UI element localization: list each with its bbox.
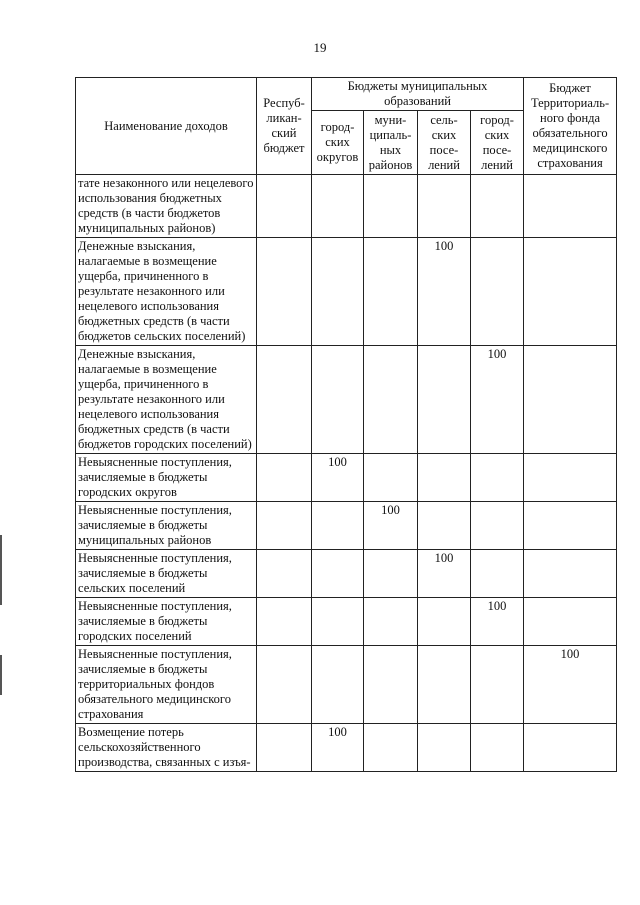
- percent-cell: [312, 550, 364, 598]
- table-row: [76, 646, 617, 724]
- revenue-name-cell: Возмещение потерь сельскохозяйственного производства, связанных с изъя-: [76, 724, 257, 772]
- percent-cell: [257, 724, 312, 772]
- header-city-districts: город- ских округов: [312, 111, 364, 175]
- percent-cell: [364, 454, 418, 502]
- percent-cell: [418, 175, 471, 238]
- percent-cell: [418, 454, 471, 502]
- revenue-name-cell: Невыясненные поступления, зачисляемые в бюджеты городских округов: [76, 454, 257, 502]
- header-municipal-budgets: Бюджеты муниципальных образований: [312, 78, 524, 111]
- percent-cell: [524, 598, 617, 646]
- percent-cell: [524, 502, 617, 550]
- percent-cell: 100: [524, 646, 617, 724]
- table-row: [76, 550, 617, 598]
- percent-cell: 100: [471, 598, 524, 646]
- percent-cell: [312, 175, 364, 238]
- percent-cell: [524, 550, 617, 598]
- header-revenue-name: Наименование доходов: [76, 78, 257, 175]
- scan-edge-mark: [0, 535, 2, 605]
- percent-cell: [471, 550, 524, 598]
- percent-cell: [364, 598, 418, 646]
- table-row: [76, 346, 617, 454]
- percent-cell: [471, 454, 524, 502]
- percent-cell: [312, 502, 364, 550]
- header-rural-settlements: сель- ских посе- лений: [418, 111, 471, 175]
- percent-cell: [364, 346, 418, 454]
- percent-cell: [257, 550, 312, 598]
- header-municipal-districts: муни- ципаль- ных районов: [364, 111, 418, 175]
- table-row: [76, 502, 617, 550]
- revenue-name-cell: тате незаконного или нецелевого использования бюджетных средств (в части бюджетов муниципальных районов): [76, 175, 257, 238]
- percent-cell: [471, 238, 524, 346]
- percent-cell: [524, 454, 617, 502]
- percent-cell: [364, 175, 418, 238]
- percent-cell: [312, 646, 364, 724]
- table-row: [76, 724, 617, 772]
- percent-cell: [257, 646, 312, 724]
- revenue-name-cell: Денежные взыскания, налагаемые в возмещение ущерба, причиненного в результате незаконного или нецелевого использования бюджетных средств (в части бюджетов сельских поселений): [76, 238, 257, 346]
- percent-cell: [418, 724, 471, 772]
- header-republican-budget: Респуб- ликан- ский бюджет: [257, 78, 312, 175]
- percent-cell: [471, 502, 524, 550]
- percent-cell: 100: [364, 502, 418, 550]
- table-row: [76, 598, 617, 646]
- percent-cell: [312, 238, 364, 346]
- percent-cell: [524, 175, 617, 238]
- percent-cell: [471, 175, 524, 238]
- table-row: [76, 238, 617, 346]
- revenue-name-cell: Невыясненные поступления, зачисляемые в бюджеты сельских поселений: [76, 550, 257, 598]
- percent-cell: [471, 646, 524, 724]
- percent-cell: [418, 598, 471, 646]
- revenue-name-cell: Денежные взыскания, налагаемые в возмещение ущерба, причиненного в результате незаконного или нецелевого использования бюджетных средств (в части бюджетов городских поселений): [76, 346, 257, 454]
- percent-cell: 100: [418, 550, 471, 598]
- percent-cell: [364, 550, 418, 598]
- percent-cell: [418, 646, 471, 724]
- percent-cell: 100: [418, 238, 471, 346]
- percent-cell: [524, 238, 617, 346]
- scan-edge-mark: [0, 655, 2, 695]
- percent-cell: [257, 175, 312, 238]
- header-territorial-fund: Бюджет Территориаль- ного фонда обязательного медицинского страхования: [524, 78, 617, 175]
- percent-cell: 100: [312, 454, 364, 502]
- percent-cell: [257, 598, 312, 646]
- percent-cell: [257, 454, 312, 502]
- revenue-name-cell: Невыясненные поступления, зачисляемые в бюджеты муниципальных районов: [76, 502, 257, 550]
- percent-cell: [312, 346, 364, 454]
- percent-cell: 100: [471, 346, 524, 454]
- header-urban-settlements: город- ских посе- лений: [471, 111, 524, 175]
- percent-cell: [364, 724, 418, 772]
- percent-cell: [524, 346, 617, 454]
- table-row: [76, 175, 617, 238]
- table-row: [76, 454, 617, 502]
- percent-cell: [257, 238, 312, 346]
- percent-cell: [364, 238, 418, 346]
- percent-cell: [257, 502, 312, 550]
- table-body: [76, 175, 617, 772]
- revenue-name-cell: Невыясненные поступления, зачисляемые в бюджеты территориальных фондов обязательного медицинского страхования: [76, 646, 257, 724]
- percent-cell: [524, 724, 617, 772]
- revenue-name-cell: Невыясненные поступления, зачисляемые в бюджеты городских поселений: [76, 598, 257, 646]
- percent-cell: [418, 502, 471, 550]
- percent-cell: 100: [312, 724, 364, 772]
- page-number: 19: [313, 40, 327, 55]
- percent-cell: [471, 724, 524, 772]
- percent-cell: [312, 598, 364, 646]
- percent-cell: [364, 646, 418, 724]
- percent-cell: [418, 346, 471, 454]
- revenue-distribution-table: [75, 77, 617, 772]
- percent-cell: [257, 346, 312, 454]
